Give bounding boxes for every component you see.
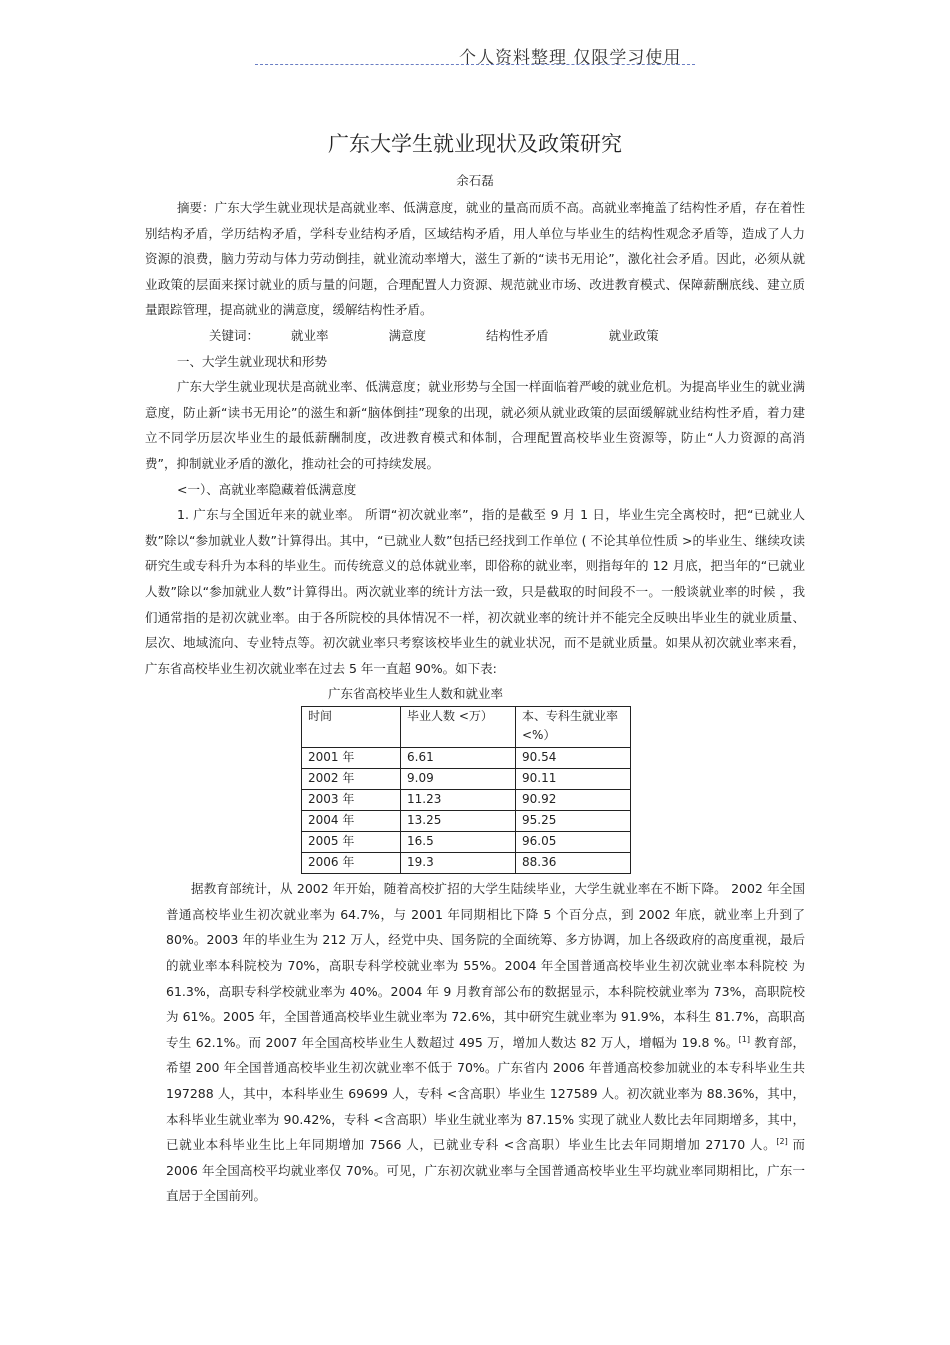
table-cell: 2006 年 <box>302 853 401 874</box>
table-row <box>302 748 631 769</box>
statistics-paragraph <box>166 876 805 1209</box>
statistics-text-part2: 教育部，希望 200 年全国普通高校毕业生初次就业率不低于 70%。广东省内 2006 年普通高校参加就业的本专科毕业生共 197288 人，其中，本科毕业生 69699 人，专科 <含高职）毕业生 127589 人。初次就业率为 88.36%，其中，本科毕业生就业率为 90.42%，专科 <含高职）毕业生就业率为 87.15% 实现了就业人数比去年同期增多，其中，已就业本科毕业生比上年同期增加 7566 人，已就业专科 <含高职）毕业生比去年同期增加 27170 人。 <box>166 1034 805 1153</box>
table-cell: 16.5 <box>401 832 516 853</box>
subsection-heading: <一）、高就业率隐藏着低满意度 <box>177 481 357 497</box>
reference-marker: [1] <box>738 1034 750 1044</box>
table-cell: 88.36 <box>516 853 631 874</box>
table-header-cell: 本、专科生就业率 <%） <box>516 707 631 748</box>
keyword-item: 就业政策 <box>608 327 659 343</box>
table-cell: 13.25 <box>401 811 516 832</box>
table-caption: 广东省高校毕业生人数和就业率 <box>328 686 504 702</box>
page-header-note: 个人资料整理 仅限学习使用 <box>459 48 682 68</box>
reference-marker: [2] <box>776 1137 788 1147</box>
table-cell: 9.09 <box>401 769 516 790</box>
table-cell: 11.23 <box>401 790 516 811</box>
keyword-item: 满意度 <box>388 327 427 343</box>
table-cell: 2004 年 <box>302 811 401 832</box>
keywords-line <box>145 323 805 349</box>
table-row <box>302 790 631 811</box>
statistics-text-part3: 而 2006 年全国高校平均就业率仅 70%。可见，广东初次就业率与全国普通高校毕业生平均就业率同期相比，广东一直居于全国前列。 <box>166 1137 806 1204</box>
section-paragraph: 广东大学生就业现状是高就业率、低满意度；就业形势与全国一样面临着严峻的就业危机。为提高毕业生的就业满意度，防止新“读书无用论”的滋生和新“脑体倒挂”现象的出现，就必须从就业政策的层面缓解就业结构性矛盾，着力建立不同学历层次毕业生的最低薪酬制度，改进教育模式和体制，合理配置高校毕业生资源等，防止“人力资源的高消费”，抑制就业矛盾的激化，推动社会的可持续发展。 <box>145 379 805 471</box>
document-title: 广东大学生就业现状及政策研究 <box>328 132 622 156</box>
author-name: 余石磊 <box>456 173 494 188</box>
header-dashed-rule <box>255 64 695 65</box>
keyword-item: 就业率 <box>291 327 329 343</box>
table-cell: 2002 年 <box>302 769 401 790</box>
table-row <box>302 811 631 832</box>
table-cell: 2003 年 <box>302 790 401 811</box>
statistics-text-part1: 据教育部统计，从 2002 年开始，随着高校扩招的大学生陆续毕业，大学生就业率在不断下降。 2002 年全国普通高校毕业生初次就业率为 64.7%，与 2001 年同期相比下降 5 个百分点，到 2002 年底，就业率上升到了 80%。2003 年的毕业生为 212 万人，经党中央、国务院的全面统筹、多方协调，加上各级政府的高度重视，最后的就业率本科院校为 70%，高职专科学校就业率为 55%。2004 年全国普通高校毕业生初次就业率本科院校 为 61.3%，高职专科学校就业率为 40%。2004 年 9 月教育部公布的数据显示，本科院校就业率为 73%，高职院校为 61%。2005 年，全国普通高校毕业生就业率为 72.6%，其中研究生就业率为 91.9%，本科生 81.7%，高职高专生 62.1%。而 2007 年全国高校毕业生人数超过 495 万，增加人数达 82 万人，增幅为 19.8 %。 <box>166 881 805 1050</box>
employment-table <box>301 706 631 874</box>
table-cell: 90.54 <box>516 748 631 769</box>
section-heading: 一、大学生就业现状和形势 <box>177 353 328 369</box>
table-cell: 2005 年 <box>302 832 401 853</box>
table-cell: 19.3 <box>401 853 516 874</box>
table-cell: 2001 年 <box>302 748 401 769</box>
subsection-paragraph: 1. 广东与全国近年来的就业率。 所谓“初次就业率”，指的是截至 9 月 1 日，毕业生完全离校时，把“已就业人数”除以“参加就业人数”计算得出。其中，“已就业人数”包括已经找到工作单位 ( 不论其单位性质 >的毕业生、继续攻读研究生或专科升为本科的毕业生。而传统意义的总体就业率，即俗称的就业率，则指每年的 12 月底，把当年的“已就业人数”除以“参加就业人数”计算得出。两次就业率的统计方法一致，只是截取的时间段不一。一般谈就业率的时候 ，我们通常指的是初次就业率。由于各所院校的具体情况不一样，初次就业率的统计并不能完全反映出毕业生的就业质量、层次、地域流向、专业特点等。初次就业率只考察该校毕业生的就业状况，而不是就业质量。如果从初次就业率来看，广东省高校毕业生初次就业率在过去 5 年一直超 90%。如下表: <box>145 507 805 676</box>
table-header-cell: 毕业人数 <万） <box>401 707 516 748</box>
table-row <box>302 769 631 790</box>
table-header-row <box>302 707 631 748</box>
table-cell: 90.11 <box>516 769 631 790</box>
abstract-paragraph: 摘要：广东大学生就业现状是高就业率、低满意度，就业的量高而质不高。高就业率掩盖了结构性矛盾，存在着性别结构矛盾，学历结构矛盾，学科专业结构矛盾，区域结构矛盾，用人单位与毕业生的结构性观念矛盾等，造成了人力资源的浪费，脑力劳动与体力劳动倒挂，就业流动率增大，滋生了新的“读书无用论”，激化社会矛盾。因此，必须从就业政策的层面来探讨就业的质与量的问题，合理配置人力资源、规范就业市场、改进教育模式、保障薪酬底线、建立质量跟踪管理，提高就业的满意度，缓解结构性矛盾。 <box>145 200 805 318</box>
table-cell: 96.05 <box>516 832 631 853</box>
table-row <box>302 832 631 853</box>
table-header-cell: 时间 <box>302 707 401 748</box>
table-cell: 95.25 <box>516 811 631 832</box>
keywords-label: 关键词： <box>209 327 260 343</box>
table-cell: 6.61 <box>401 748 516 769</box>
table-row <box>302 853 631 874</box>
table-cell: 90.92 <box>516 790 631 811</box>
document-body <box>145 195 805 1209</box>
keyword-item: 结构性矛盾 <box>486 327 549 343</box>
